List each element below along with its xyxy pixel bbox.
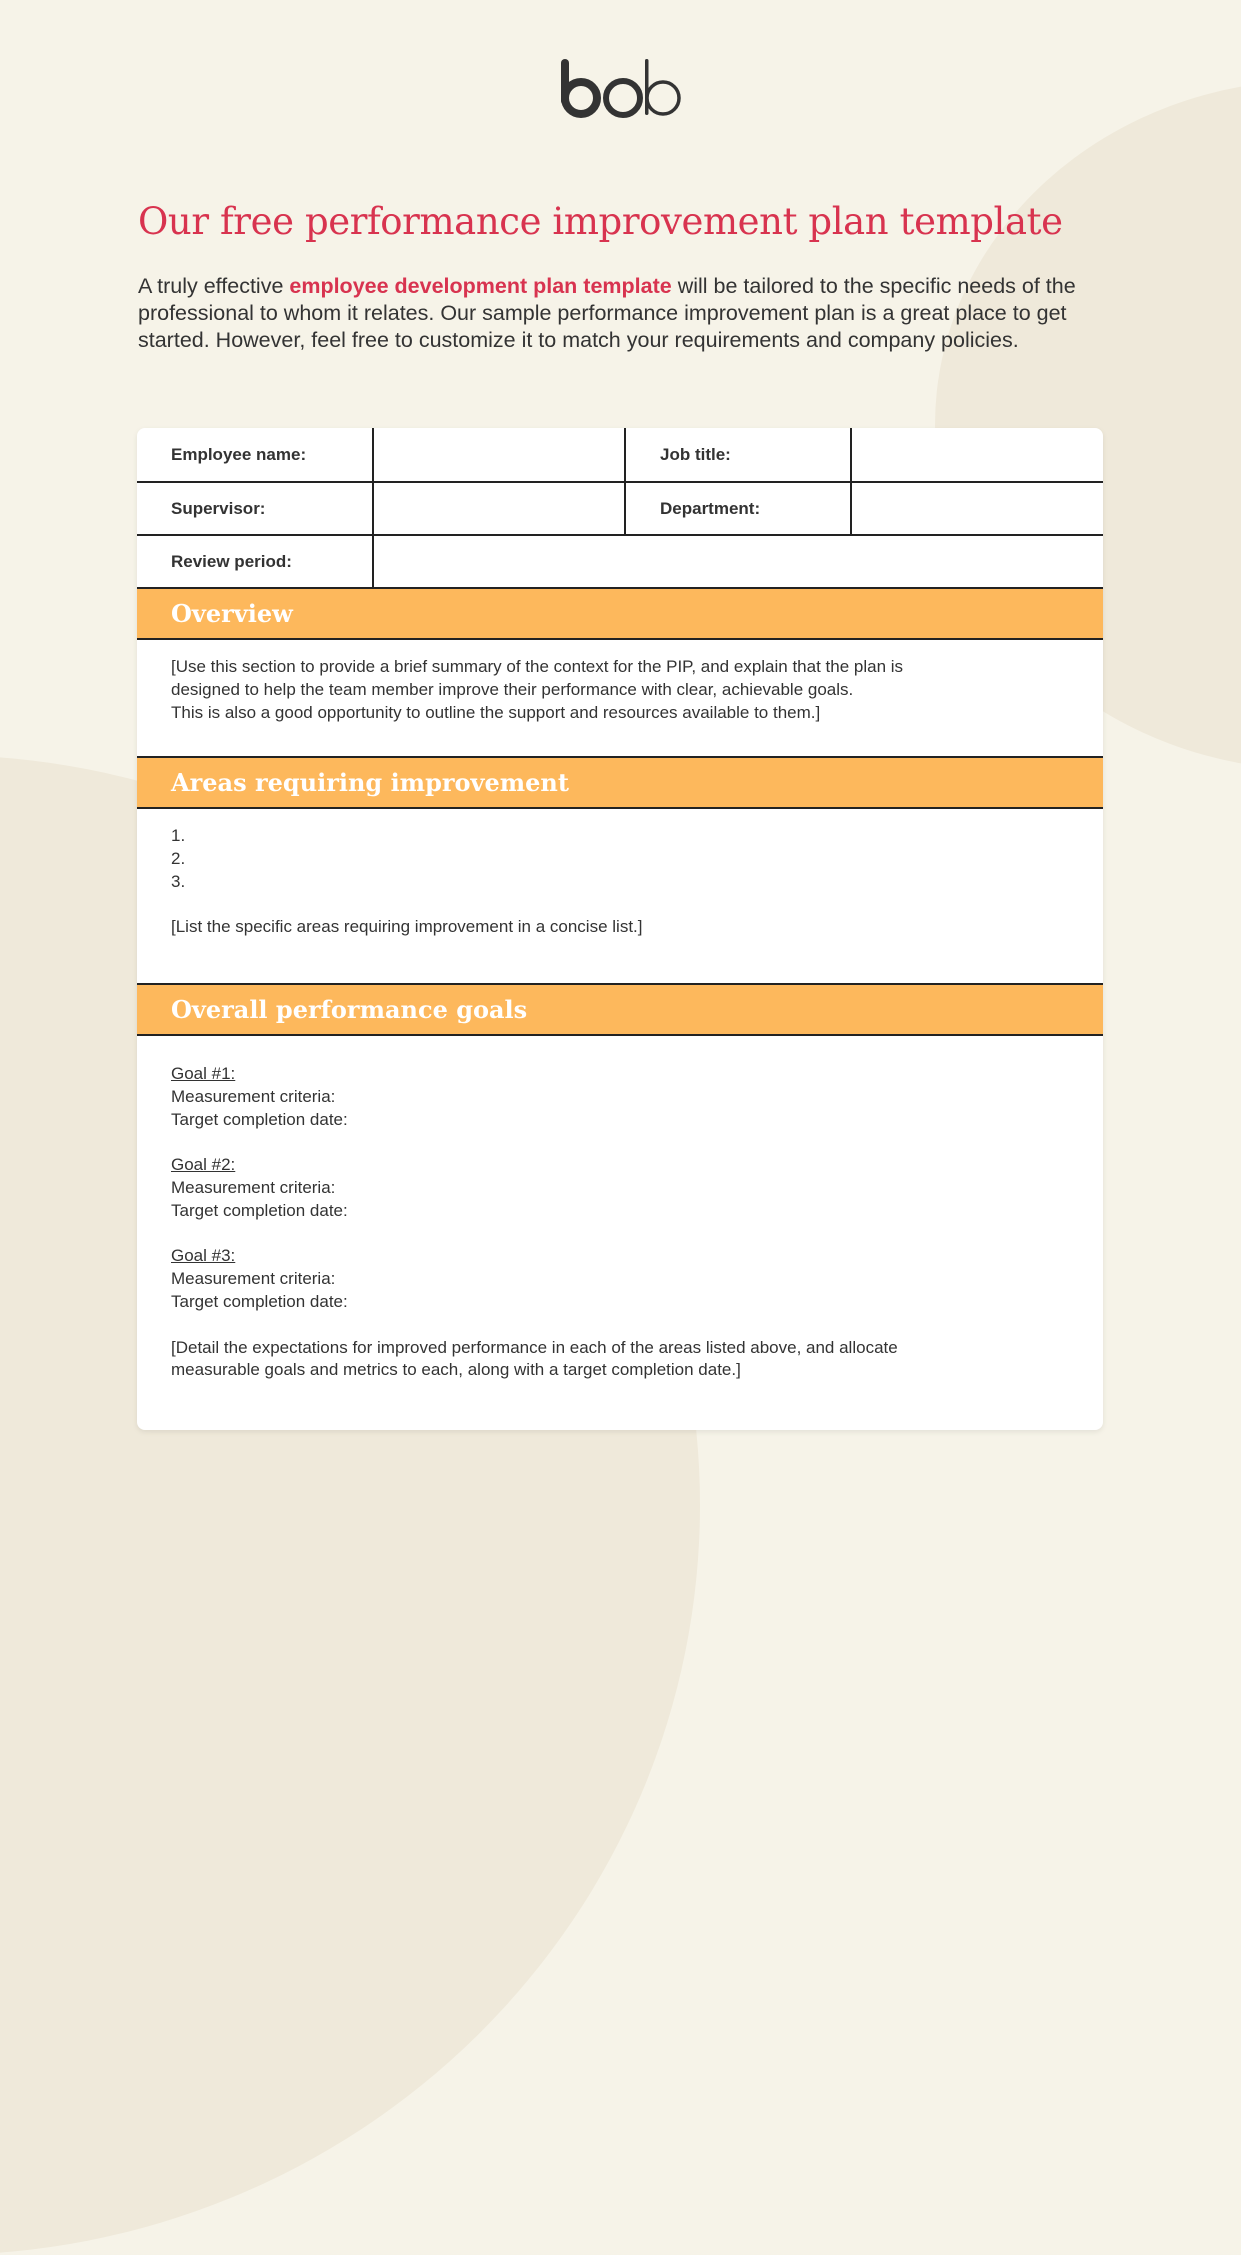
bob-logo <box>557 55 683 121</box>
department-label: Department: <box>625 482 851 535</box>
department-field[interactable] <box>851 482 1103 535</box>
overview-text-line: designed to help the team member improve their performance with clear, achievable goals. <box>171 679 854 699</box>
goals-body[interactable] <box>137 1036 1103 1382</box>
goal-3-criteria: Measurement criteria: <box>171 1269 336 1289</box>
supervisor-label: Supervisor: <box>137 482 373 535</box>
employee-name-label: Employee name: <box>171 444 307 464</box>
goals-note-line: [Detail the expectations for improved performance in each of the areas listed above, and allocate <box>171 1337 898 1357</box>
goals-note-line: measurable goals and metrics to each, along with a target completion date.] <box>171 1360 741 1380</box>
goal-3-date: Target completion date: <box>171 1291 348 1311</box>
goal-2-criteria: Measurement criteria: <box>171 1177 336 1197</box>
page-title: Our free performance improvement plan template <box>138 200 1063 243</box>
info-row <box>137 428 1103 482</box>
supervisor-field[interactable] <box>373 482 625 535</box>
overview-text-line: This is also a good opportunity to outline the support and resources available to them.] <box>171 702 821 722</box>
employee-info-table <box>137 428 1103 587</box>
info-row <box>137 535 1103 587</box>
overview-heading: Overview <box>137 587 1103 640</box>
goal-2-name: Goal #2: <box>171 1155 236 1175</box>
intro-paragraph <box>138 273 1093 354</box>
areas-note: [List the specific areas requiring improvement in a concise list.] <box>171 917 643 937</box>
overview-body[interactable] <box>137 640 1103 756</box>
area-list-item: 2. <box>171 848 186 868</box>
goal-1-criteria: Measurement criteria: <box>171 1086 336 1106</box>
goal-1-date: Target completion date: <box>171 1109 348 1129</box>
job-title-label: Job title: <box>625 428 851 482</box>
intro-text-start: A truly effective <box>138 274 290 298</box>
review-period-label: Review period: <box>137 535 373 587</box>
goal-3-name: Goal #3: <box>171 1246 236 1266</box>
goals-heading: Overall performance goals <box>137 983 1103 1036</box>
goal-2-date: Target completion date: <box>171 1200 348 1220</box>
pip-form-card <box>137 428 1103 1430</box>
area-list-item: 3. <box>171 871 186 891</box>
intro-text-end: will be tailored to the specific needs of the professional to whom it relates. Our sample performance improvement plan is a great place to get started. However, feel free to customize it to match your requirements and company policies. <box>138 274 1076 352</box>
employee-name-field[interactable] <box>373 428 625 482</box>
areas-heading: Areas requiring improvement <box>137 756 1103 809</box>
info-row <box>137 482 1103 535</box>
overview-text-line: [Use this section to provide a brief summary of the context for the PIP, and explain that the plan is <box>171 657 904 676</box>
goal-1-name: Goal #1: <box>171 1064 236 1083</box>
areas-body[interactable] <box>137 809 1103 983</box>
employee-development-plan-link[interactable]: employee development plan template <box>289 274 672 298</box>
job-title-field[interactable] <box>851 428 1103 482</box>
area-list-item: 1. <box>171 826 186 845</box>
review-period-field[interactable] <box>373 535 1103 587</box>
